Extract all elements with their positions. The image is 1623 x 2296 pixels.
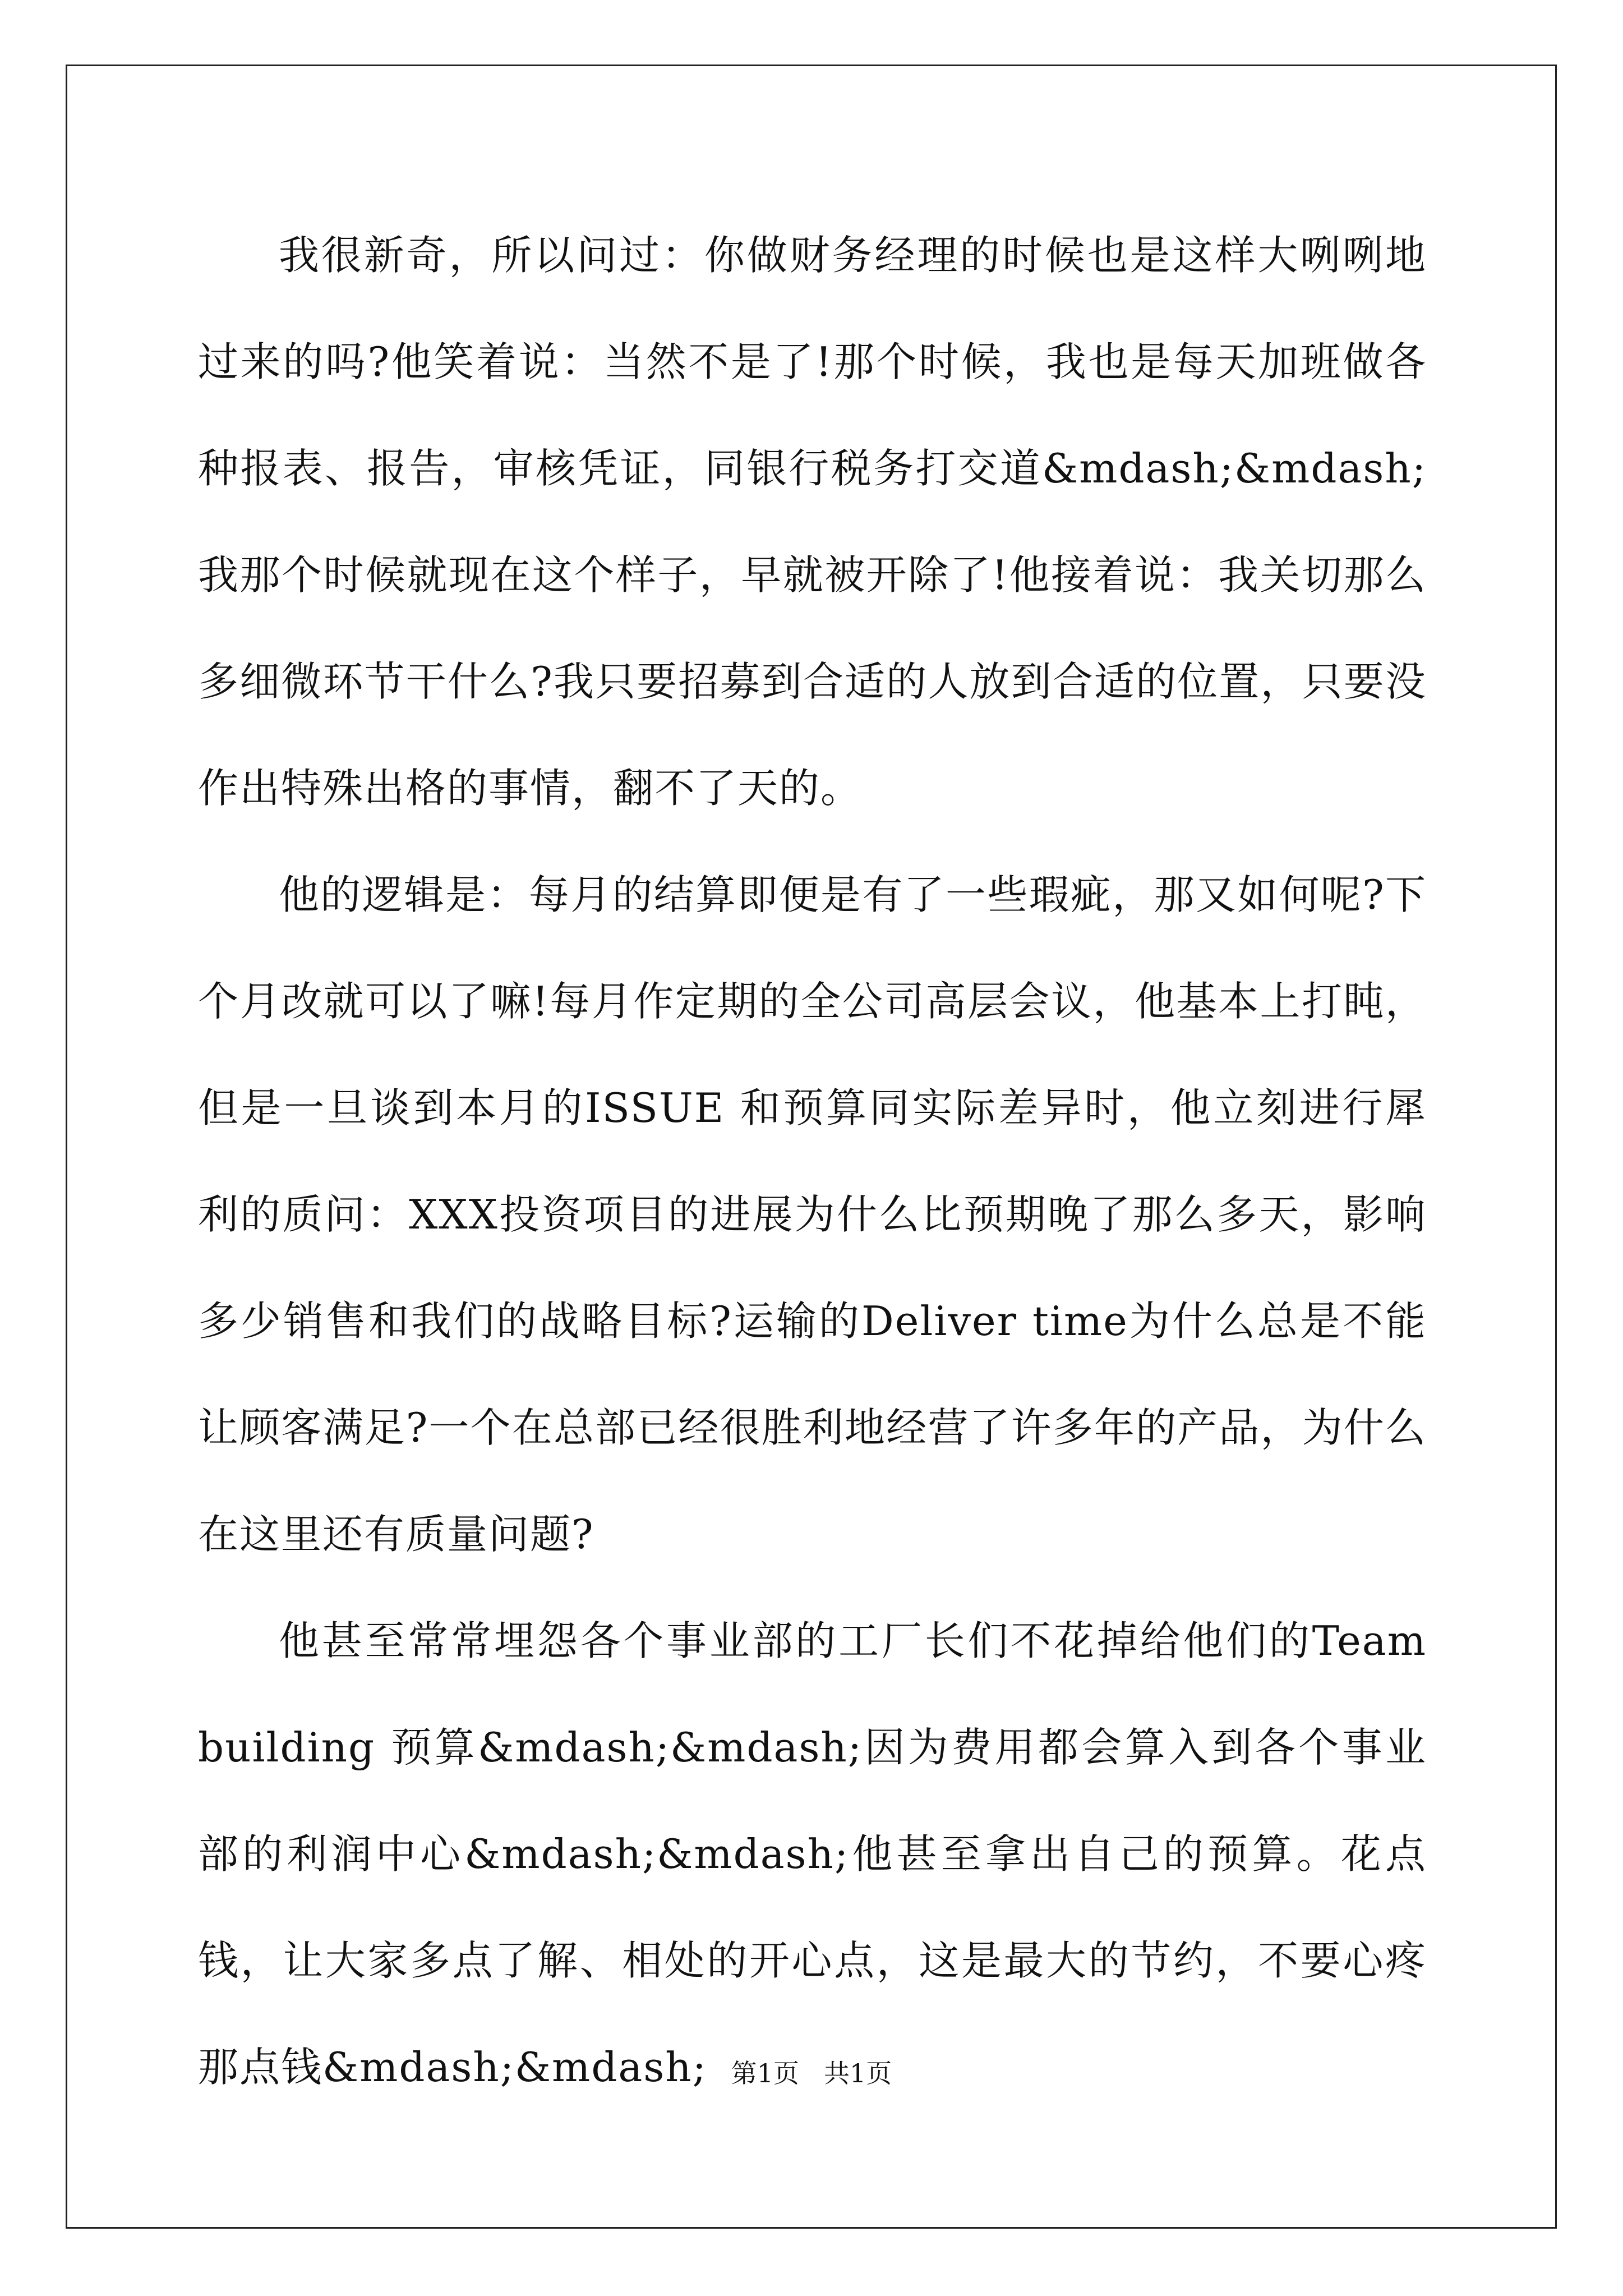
paragraph-2: 他的逻辑是：每月的结算即便是有了一些瑕疵，那又如何呢?下个月改就可以了嘛!每月作定期的全公司高层会议，他基本上打盹，但是一旦谈到本月的ISSUE 和预算同实际差异时，他立刻进行犀利的质问：XXX投资项目的进展为什么比预期晚了那么多天，影响多少销售和我们的战略目标?运输的Deliver time为什么总是不能让顾客满足?一个在总部已经很胜利地经营了许多年的产品，为什么在这里还有质量问题? — [198, 871, 1427, 1558]
page-number: 第1页 — [731, 2058, 800, 2088]
document-body — [198, 202, 1427, 2120]
page-footer — [0, 2053, 1623, 2090]
page-total: 共1页 — [823, 2058, 892, 2088]
paragraph-1: 我很新奇，所以问过：你做财务经理的时候也是这样大咧咧地过来的吗?他笑着说：当然不是了!那个时候，我也是每天加班做各种报表、报告，审核凭证，同银行税务打交道&mdash;&mdash;我那个时候就现在这个样子，早就被开除了!他接着说：我关切那么多细微环节干什么?我只要招募到合适的人放到合适的位置，只要没作出特殊出格的事情，翻不了天的。 — [198, 232, 1427, 812]
paragraph-3: 他甚至常常埋怨各个事业部的工厂长们不花掉给他们的Team building 预算&mdash;&mdash;因为费用都会算入到各个事业部的利润中心&mdash;&mdash;他甚至拿出自己的预算。花点钱，让大家多点了解、相处的开心点，这是最大的节约，不要心疼那点钱&mdash;&mdash; — [198, 1617, 1427, 2091]
